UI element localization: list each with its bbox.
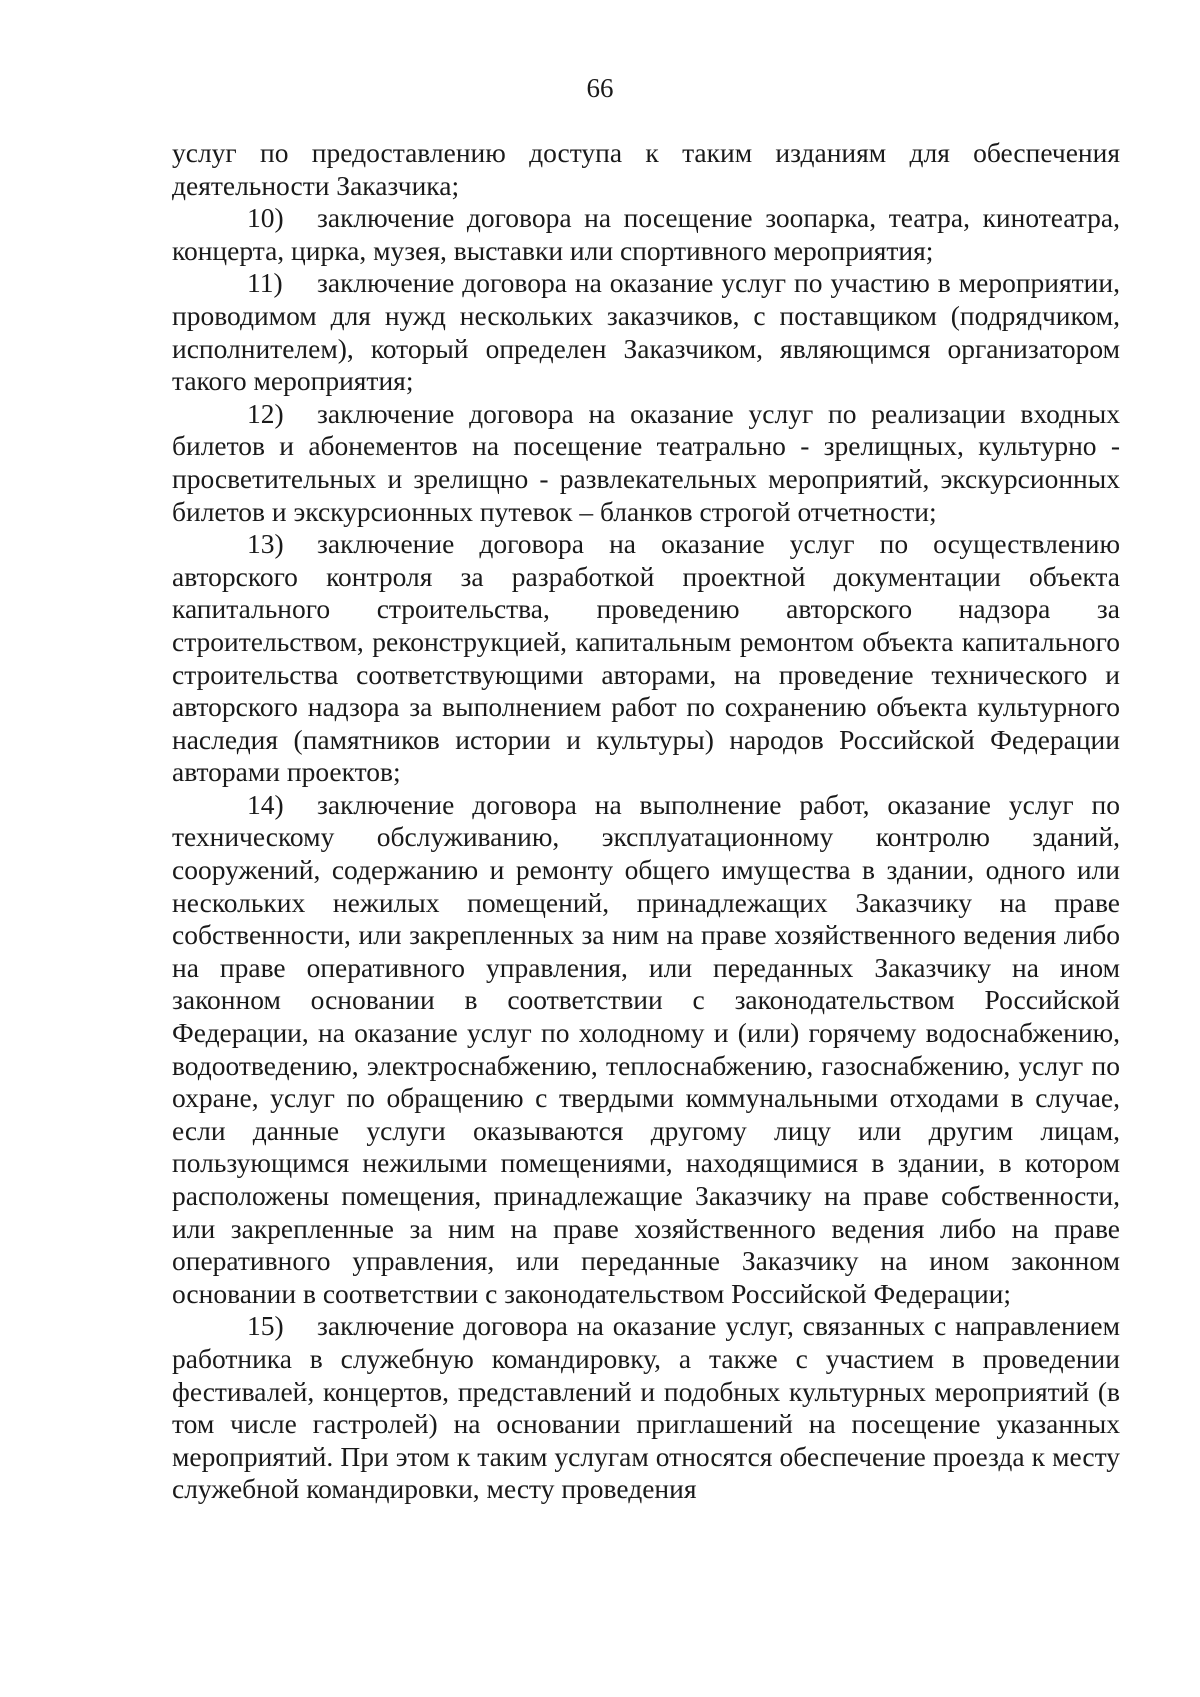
- item-number: 13): [247, 528, 284, 560]
- item-number: 11): [247, 267, 283, 299]
- item-number: 14): [247, 788, 284, 820]
- list-item-10: [172, 202, 1120, 267]
- list-item-14: [172, 789, 1120, 1311]
- item-text: заключение договора на оказание услуг по осуществлению авторского контроля за разработкой проектной документации объекта капитального строительства, проведению авторского надзора за строительством, реконструкцией, капитальным ремонтом объекта капитального строительства соответствующими авторами, на проведение технического и авторского надзора за выполнением работ по сохранению объекта культурного наследия (памятников истории и культуры) народов Российской Федерации авторами проектов;: [172, 528, 1120, 788]
- list-item-12: [172, 398, 1120, 528]
- page-number: 66: [586, 73, 614, 103]
- list-item-15: [172, 1310, 1120, 1506]
- list-item-11: [172, 267, 1120, 397]
- item-number: 12): [247, 397, 284, 429]
- continuation-paragraph: услуг по предоставлению доступа к таким изданиям для обеспечения деятельности Заказчика;: [172, 137, 1120, 201]
- item-text: заключение договора на посещение зоопарка, театра, кинотеатра, концерта, цирка, музея, выставки или спортивного мероприятия;: [172, 202, 1120, 266]
- item-number: 10): [247, 202, 284, 234]
- list-item-13: [172, 528, 1120, 789]
- item-text: заключение договора на выполнение работ, оказание услуг по техническому обслуживанию, эксплуатационному контролю зданий, сооружений, содержанию и ремонту общего имущества в здании, одного или нескольких нежилых помещений, принадлежащих Заказчику на праве собственности, или закрепленных за ним на праве хозяйственного ведения либо на праве оперативного управления, или переданных Заказчику на ином законном основании в соответствии с законодательством Российской Федерации, на оказание услуг по холодному и (или) горячему водоснабжению, водоотведению, электроснабжению, теплоснабжению, газоснабжению, услуг по охране, услуг по обращению с твердыми коммунальными отходами в случае, если данные услуги оказываются другому лицу или другим лицам, пользующимся нежилыми помещениями, находящимися в здании, в котором расположены помещения, принадлежащие Заказчику на праве собственности, или закрепленные за ним на праве хозяйственного ведения либо на праве оперативного управления, или переданные Заказчику на ином законном основании в соответствии с законодательством Российской Федерации;: [172, 788, 1120, 1309]
- item-text: заключение договора на оказание услуг по реализации входных билетов и абонементов на посещение театрально - зрелищных, культурно - просветительных и зрелищно - развлекательных мероприятий, экскурсионных билетов и экскурсионных путевок – бланков строгой отчетности;: [172, 397, 1120, 527]
- item-number: 15): [247, 1310, 284, 1342]
- item-text: заключение договора на оказание услуг, связанных с направлением работника в служебную командировку, а также с участием в проведении фестивалей, концертов, представлений и подобных культурных мероприятий (в том числе гастролей) на основании приглашений на посещение указанных мероприятий. При этом к таким услугам относятся обеспечение проезда к месту служебной командировки, месту проведения: [172, 1310, 1120, 1505]
- item-text: заключение договора на оказание услуг по участию в мероприятии, проводимом для нужд нескольких заказчиков, с поставщиком (подрядчиком, исполнителем), который определен Заказчиком, являющимся организатором такого мероприятия;: [172, 267, 1120, 397]
- document-body: [172, 137, 1120, 1506]
